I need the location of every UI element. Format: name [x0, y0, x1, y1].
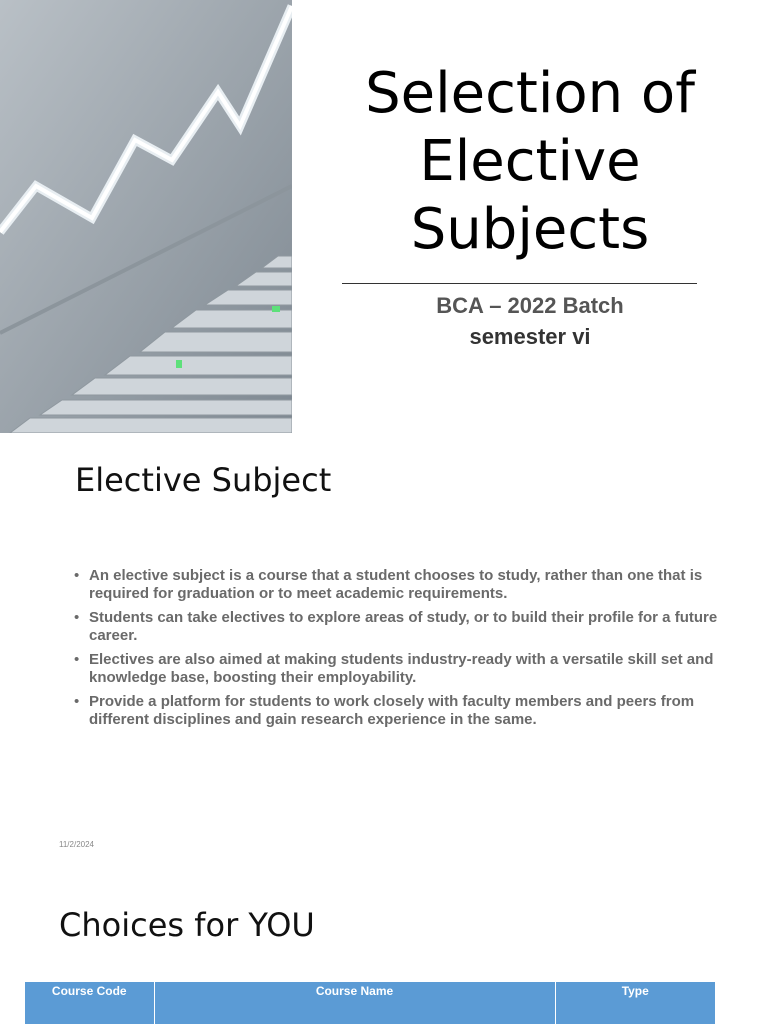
- column-header-course-name: Course Name: [154, 982, 555, 1024]
- batch-subtitle: BCA – 2022 Batch: [436, 293, 624, 318]
- choices-table: [25, 981, 715, 1024]
- title-divider: [342, 283, 697, 284]
- bullet-item: • Electives are also aimed at making students industry-ready with a versatile skill set and knowledge base, boosting their employability.: [74, 651, 734, 687]
- bullet-list: [74, 567, 734, 735]
- column-header-type: Type: [555, 982, 715, 1024]
- slide-title: Selection of Elective Subjects: [365, 61, 695, 262]
- choices-heading: Choices for YOU: [59, 906, 315, 944]
- date-footer: 11/2/2024: [59, 840, 94, 849]
- bullet-item: • Students can take electives to explore areas of study, or to build their profile for a future career.: [74, 609, 734, 645]
- table-header-row: [25, 982, 715, 1024]
- section-heading: Elective Subject: [75, 461, 332, 499]
- bullet-item: • An elective subject is a course that a student chooses to study, rather than one that is required for graduation or to meet academic requirements.: [74, 567, 734, 603]
- semester-subtitle: semester vi: [469, 324, 591, 349]
- column-header-course-code: Course Code: [25, 982, 154, 1024]
- stairs-growth-image: [0, 0, 292, 433]
- bullet-item: • Provide a platform for students to work closely with faculty members and peers from different disciplines and gain research experience in the same.: [74, 693, 734, 729]
